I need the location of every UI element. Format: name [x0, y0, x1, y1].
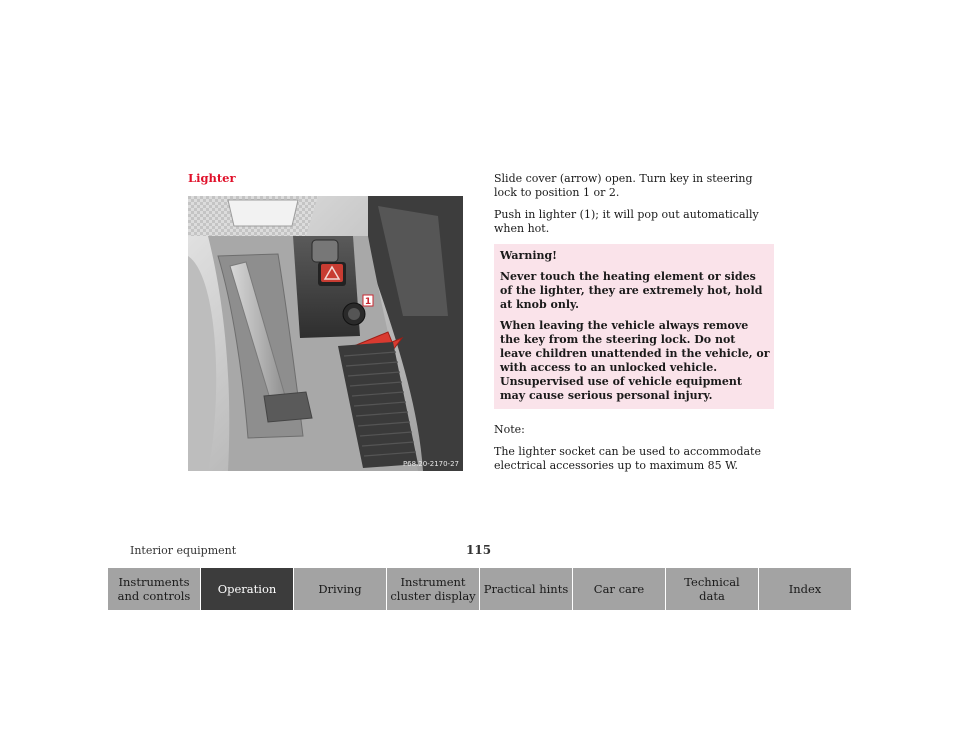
center-console-drawing [188, 196, 463, 471]
tab-practical-hints[interactable]: Practical hints [480, 568, 573, 610]
callout-1: 1 [364, 297, 372, 307]
tab-index[interactable]: Index [759, 568, 851, 610]
page-number: 115 [466, 543, 492, 557]
footer-section-name: Interior equipment [130, 544, 237, 557]
chapter-nav [108, 568, 851, 610]
warning-text-1: Never touch the heating element or sides of the lighter, they are extremely hot, hold at knob only. [500, 270, 763, 311]
tab-technical-data[interactable]: Technical data [666, 568, 759, 610]
warning-heading: Warning! [500, 249, 558, 262]
tab-car-care[interactable]: Car care [573, 568, 666, 610]
warning-box [494, 244, 774, 409]
note-heading: Note: [494, 423, 525, 436]
figure-code: P68.20-2170-27 [402, 460, 459, 468]
instruction-2: Push in lighter (1); it will pop out automatically when hot. [494, 208, 759, 235]
note-text: The lighter socket can be used to accommodate electrical accessories up to maximum 85 W. [494, 445, 761, 472]
warning-text-2: When leaving the vehicle always remove the key from the steering lock. Do not leave children unattended in the vehicle, or with access to an unlocked vehicle. Unsupervised use of vehicle equipment may cause serious personal injury. [500, 319, 770, 402]
tab-instrument-cluster-display[interactable]: Instrument cluster display [387, 568, 480, 610]
instruction-1: Slide cover (arrow) open. Turn key in steering lock to position 1 or 2. [494, 172, 753, 199]
section-title: Lighter [188, 171, 236, 185]
lighter-illustration [188, 196, 463, 471]
tab-instruments-and-controls[interactable]: Instruments and controls [108, 568, 201, 610]
tab-driving[interactable]: Driving [294, 568, 387, 610]
tab-operation[interactable]: Operation [201, 568, 294, 610]
body-text [494, 172, 774, 481]
